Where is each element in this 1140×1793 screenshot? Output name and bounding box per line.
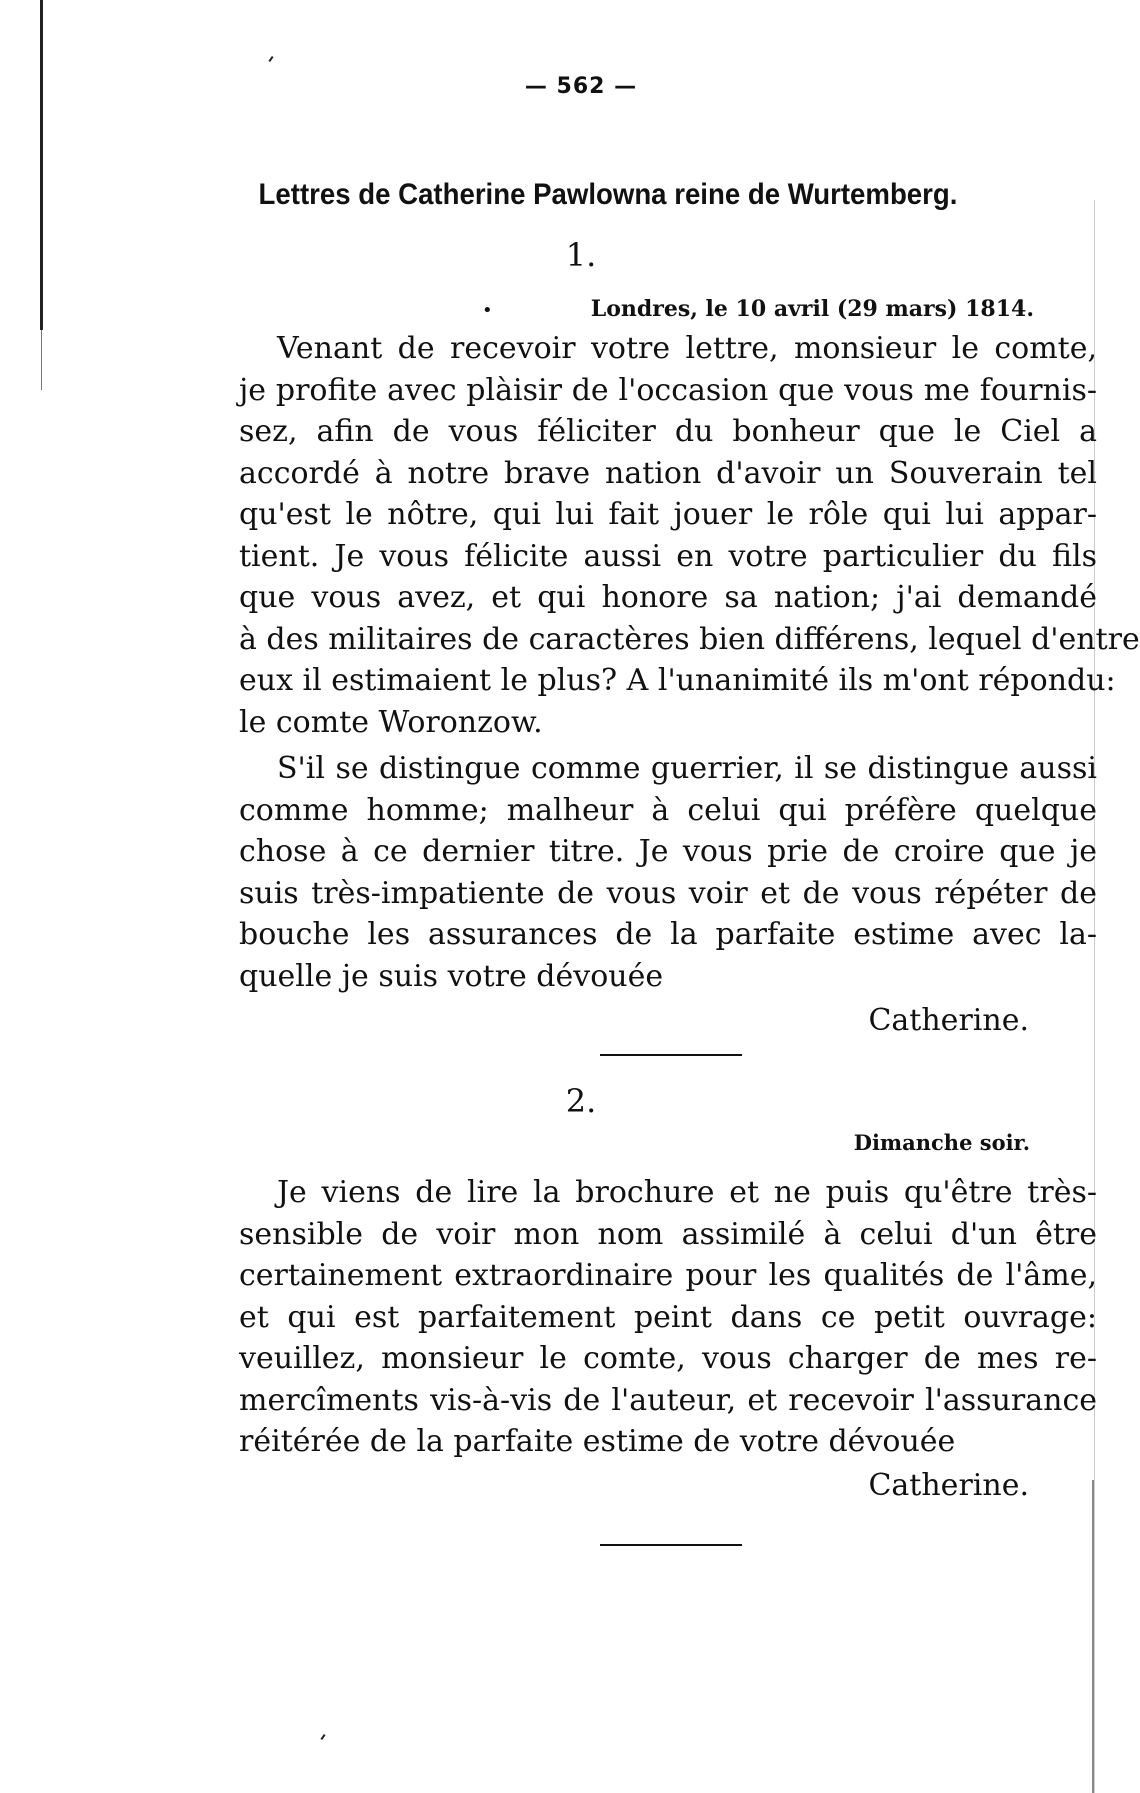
text-line: quelle je suis votre dévouée	[239, 958, 664, 994]
letter-place-date: Londres, le 10 avril (29 mars) 1814.	[590, 296, 1034, 322]
page-binding-edge-fade	[41, 330, 42, 390]
letter-paragraph	[239, 1172, 1097, 1463]
text-line: réitérée de la parfaite estime de votre dévouée	[239, 1424, 956, 1459]
text-line: S'il se distingue comme guerrier, il se distingue aussi	[277, 751, 1097, 786]
text-line: sez, afin de vous féliciter du bonheur que le Ciel a	[239, 414, 1097, 449]
document-title: Lettres de Catherine Pawlowna reine de Wurtemberg.	[258, 178, 958, 211]
text-line: mercîments vis-à-vis de l'auteur, et recevoir l'assurance	[239, 1382, 1097, 1418]
page-right-edge-shadow	[1092, 1480, 1094, 1793]
text-line: le comte Woronzow.	[239, 704, 543, 740]
text-line: bouche les assurances de la parfaite estime avec la-	[239, 917, 1097, 952]
letter-signature: Catherine.	[868, 1468, 1029, 1503]
text-line: à des militaires de caractères bien différens, lequel d'entre	[239, 621, 1140, 657]
text-line: et qui est parfaitement peint dans ce petit ouvrage:	[239, 1299, 1097, 1335]
bullet-mark: •	[482, 300, 493, 321]
letter-signature: Catherine.	[868, 1003, 1029, 1038]
text-line: sensible de voir mon nom assimilé à celui d'un être	[239, 1216, 1097, 1252]
letter-number: 2.	[565, 1082, 597, 1120]
text-line: veuillez, monsieur le comte, vous charger de mes re-	[239, 1341, 1097, 1376]
text-line: je profite avec plàisir de l'occasion que vous me fournis-	[239, 372, 1097, 408]
letter-place-date: Dimanche soir.	[853, 1130, 1030, 1155]
text-line: que vous avez, et qui honore sa nation; j'ai demandé	[239, 580, 1097, 615]
text-line: eux il estimaient le plus? A l'unanimité ils m'ont répondu:	[239, 663, 1116, 698]
section-divider	[600, 1544, 742, 1546]
text-line: chose à ce dernier titre. Je vous prie de croire que je	[239, 834, 1097, 869]
text-line: suis très-impatiente de vous voir et de vous répéter de	[239, 875, 1097, 911]
ink-speck	[268, 56, 273, 62]
section-divider	[600, 1054, 742, 1056]
letter-paragraph	[239, 748, 1097, 997]
text-line: accordé à notre brave nation d'avoir un Souverain tel	[239, 455, 1097, 491]
text-line: tient. Je vous félicite aussi en votre particulier du fils	[239, 538, 1097, 574]
ink-speck	[320, 1734, 325, 1740]
text-line: comme homme; malheur à celui qui préfère quelque	[239, 792, 1097, 828]
letter-paragraph	[239, 328, 1140, 743]
text-line: qu'est le nôtre, qui lui fait jouer le rôle qui lui appar-	[239, 497, 1097, 532]
text-line: certainement extraordinaire pour les qualités de l'âme,	[239, 1258, 1097, 1293]
page-binding-edge	[40, 0, 43, 330]
page-number: — 562 —	[524, 74, 638, 99]
text-line: Je viens de lire la brochure et ne puis qu'être très-	[277, 1175, 1097, 1210]
letter-number: 1.	[565, 236, 597, 274]
text-line: Venant de recevoir votre lettre, monsieur le comte,	[277, 331, 1097, 366]
